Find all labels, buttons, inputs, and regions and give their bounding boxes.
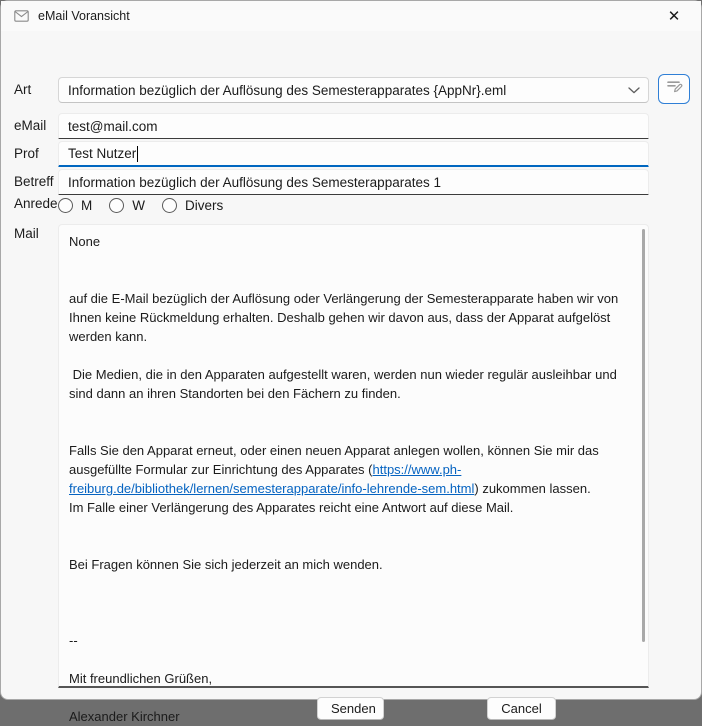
mail-paragraph [69, 289, 634, 346]
edit-template-button[interactable] [658, 74, 690, 104]
mail-text-segment: Mit freundlichen Grüßen, [69, 671, 213, 686]
mail-text-segment: Falls Sie den Apparat erneut, oder einen neuen Apparat anlegen wollen, können Sie mir das ausgefüllte Formular zur Einrichtung des Apparates ( [69, 443, 603, 477]
close-button[interactable]: ✕ [667, 8, 681, 25]
email-input[interactable] [58, 113, 649, 139]
radio-option-divers[interactable] [162, 198, 223, 213]
mail-label: Mail [14, 226, 39, 241]
mail-paragraph [69, 232, 634, 251]
prof-label: Prof [14, 146, 39, 161]
mail-text-segment: auf die E-Mail bezüglich der Auflösung oder Verlängerung der Semesterapparate haben wir von Ihnen keine Rückmeldung erhalten. Deshalb gehen wir davon aus, dass der Apparat aufgelöst werden kann. [69, 291, 622, 344]
art-label: Art [14, 82, 32, 97]
text-caret [137, 146, 138, 162]
mail-paragraph [69, 555, 634, 574]
radio-circle-icon [109, 198, 124, 213]
mail-paragraph [69, 631, 634, 650]
prof-input-value: Test Nutzer [68, 146, 137, 161]
art-combobox-value: Information bezüglich der Auflösung des Semesterapparates {AppNr}.eml [68, 82, 507, 98]
radio-circle-icon [162, 198, 177, 213]
mail-text-segment: Alexander Kirchner [69, 709, 180, 724]
mail-body [69, 232, 634, 726]
mail-text-segment: None [69, 234, 101, 249]
cancel-button[interactable]: Cancel [487, 697, 556, 720]
radio-label-divers: Divers [185, 197, 224, 213]
radio-circle-icon [58, 198, 73, 213]
chevron-down-icon [628, 87, 640, 94]
mail-text-segment: -- [69, 633, 78, 648]
envelope-icon [14, 10, 29, 22]
radio-option-m[interactable] [58, 198, 92, 213]
betreff-input[interactable] [58, 169, 649, 195]
edit-list-icon [666, 79, 683, 99]
radio-label-w: W [132, 197, 145, 213]
mail-paragraph [69, 498, 634, 517]
mail-scrollbar[interactable] [642, 229, 645, 642]
mail-link[interactable]: https://www.ph-freiburg.de/bibliothek/lernen/semesterapparate/info-lehrende-sem.html [69, 462, 475, 496]
mail-paragraph [69, 669, 634, 688]
mail-text-segment: Die Medien, die in den Apparaten aufgestellt waren, werden nun wieder regulär ausleihbar und sind dann an ihren Standorten bei den Fächern zu finden. [69, 367, 621, 401]
anrede-radio-group [58, 196, 240, 214]
prof-input[interactable] [58, 141, 649, 167]
betreff-input-value: Information bezüglich der Auflösung des Semesterapparates 1 [68, 174, 441, 190]
email-label: eMail [14, 118, 47, 133]
mail-text-segment: ) zukommen lassen. [474, 481, 591, 496]
mail-text-segment: Bei Fragen können Sie sich jederzeit an mich wenden. [69, 557, 383, 572]
dialog-content [1, 31, 701, 724]
mail-paragraph [69, 441, 634, 498]
radio-label-m: M [81, 197, 93, 213]
betreff-label: Betreff [14, 174, 54, 189]
email-input-value: test@mail.com [68, 118, 158, 134]
send-button[interactable]: Senden [317, 697, 384, 720]
mail-paragraph [69, 365, 634, 403]
radio-option-w[interactable] [109, 198, 145, 213]
titlebar [1, 1, 701, 31]
mail-text-segment: Im Falle einer Verlängerung des Apparates reicht eine Antwort auf diese Mail. [69, 500, 514, 515]
anrede-label: Anrede [14, 196, 58, 211]
window-title: eMail Voransicht [38, 9, 130, 23]
art-combobox[interactable] [58, 77, 649, 103]
